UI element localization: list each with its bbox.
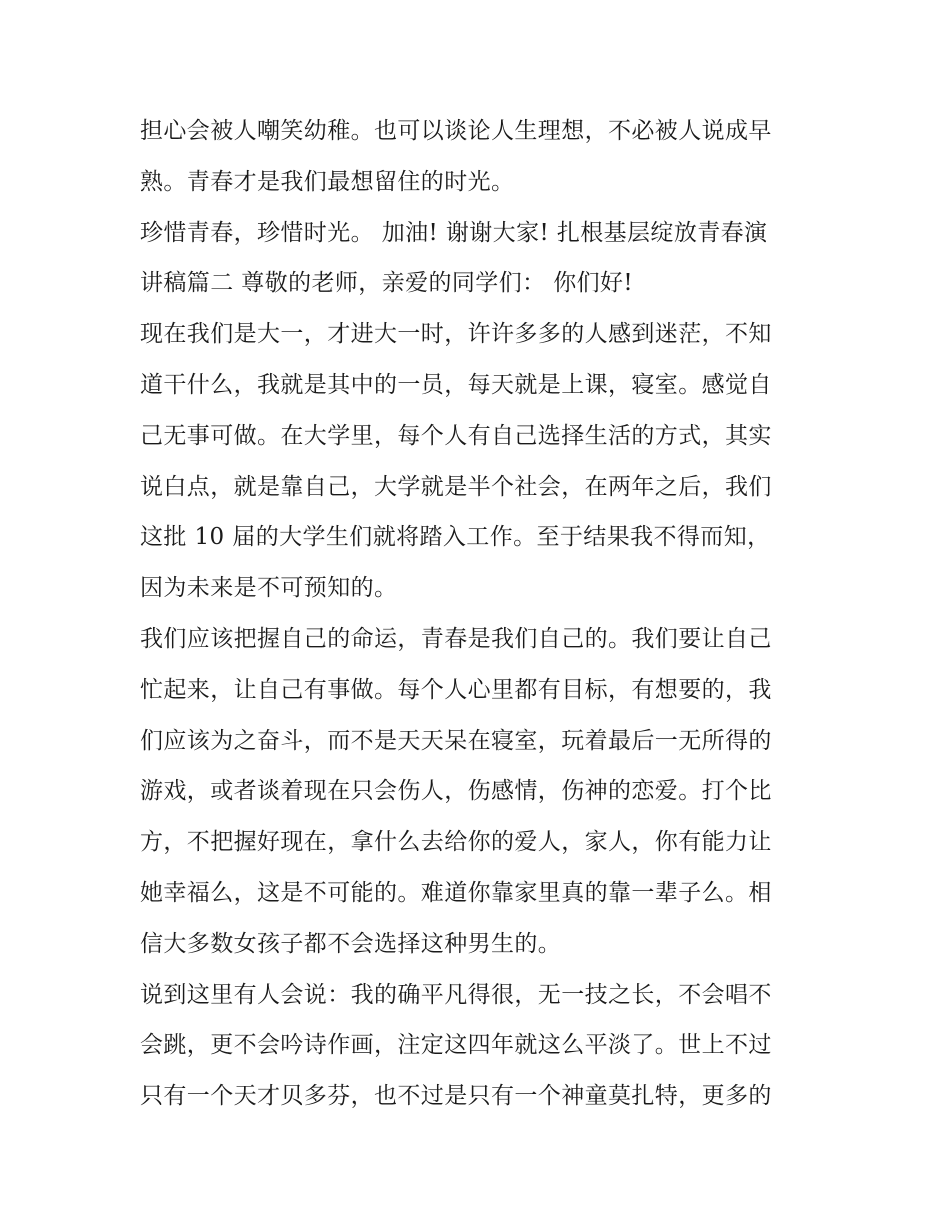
text-line: 己无事可做。在大学里，每个人有自己选择生活的方式，其实 [140, 422, 772, 449]
text-line: 担心会被人嘲笑幼稚。也可以谈论人生理想，不必被人说成早 [140, 118, 772, 144]
text-line: 方，不把握好现在，拿什么去给你的爱人，家人，你有能力让 [140, 829, 772, 856]
text-line: 游戏，或者谈着现在只会伤人，伤感情，伤神的恋爱。打个比 [140, 778, 772, 805]
text-line: 信大多数女孩子都不会选择这种男生的。 [140, 930, 562, 957]
text-line: 道干什么，我就是其中的一员，每天就是上课，寝室。感觉自 [140, 371, 772, 398]
text-line: 只有一个天才贝多芬，也不过是只有一个神童莫扎特，更多的 [140, 1083, 772, 1110]
text-line: 会跳，更不会吟诗作画，注定这四年就这么平淡了。世上不过 [140, 1032, 772, 1059]
text-line: 们应该为之奋斗，而不是天天呆在寝室，玩着最后一无所得的 [140, 727, 772, 754]
text-line: 忙起来，让自己有事做。每个人心里都有目标，有想要的，我 [140, 676, 772, 703]
text-line: 这批 10 届的大学生们就将踏入工作。至于结果我不得而知， [140, 524, 771, 551]
text-line: 说白点，就是靠自己，大学就是半个社会，在两年之后，我们 [140, 473, 772, 500]
text-line: 熟。青春才是我们最想留住的时光。 [140, 168, 515, 195]
text-line: 我们应该把握自己的命运，青春是我们自己的。我们要让自己 [140, 625, 772, 652]
text-line: 现在我们是大一，才进大一时，许许多多的人感到迷茫，不知 [140, 321, 772, 348]
text-line: 她幸福么，这是不可能的。难道你靠家里真的靠一辈子么。相 [140, 879, 772, 906]
text-line: 珍惜青春，珍惜时光。 加油! 谢谢大家! 扎根基层绽放青春演 [140, 219, 768, 246]
text-line: 说到这里有人会说：我的确平凡得很，无一技之长，不会唱不 [140, 981, 772, 1008]
document-body [140, 106, 820, 1122]
text-line: 讲稿篇二 尊敬的老师，亲爱的同学们： 你们好! [140, 270, 634, 297]
text-line: 因为未来是不可预知的。 [140, 575, 398, 602]
